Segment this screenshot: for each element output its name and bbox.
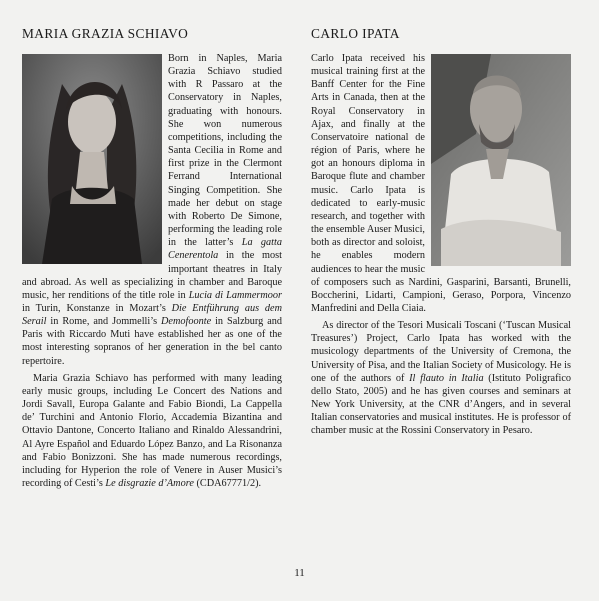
heading-schiavo: MARIA GRAZIA SCHIAVO — [22, 26, 189, 41]
text-run: in Salzburg and Paris with Riccardo Muti have established her as one of the most interesting sopranos of her generation in the bel canto repertoire. — [22, 316, 282, 367]
text-run: in Turin, Konstanze in Mozart’s — [22, 302, 172, 314]
text-run: in Rome, and Jommelli’s — [46, 316, 162, 328]
bio-ipata-paragraph-2 — [311, 319, 571, 437]
italic-title: Demofoonte — [161, 316, 212, 328]
portrait-schiavo — [22, 54, 162, 264]
italic-title: Lucia di Lammermoor — [188, 289, 282, 301]
text-run: (Istituto Poligrafico dello Stato, 2005) and he has given courses and seminars at New York University, at the CNR d’Angers, and in several Italian conservatories and musical institutes. He is professor of chamber music at the Rossini Conservatory in Pesaro. — [311, 372, 572, 437]
bio-text-schiavo — [22, 52, 282, 490]
heading-ipata: CARLO IPATA — [311, 26, 400, 41]
bio-text-ipata — [311, 52, 571, 438]
bio-schiavo-paragraph-2 — [22, 372, 282, 490]
italic-title: Il flauto in Italia — [409, 372, 484, 384]
page-number: 11 — [294, 567, 305, 579]
text-run: Maria Grazia Schiavo has performed with many leading early music groups, including Le Concert des Nations and Jordi Savall, Europa Galante and Fabio Biondi, La Cappella de’ Turchini and Antonio Florio, Accademia Bizantina and Ottavio Dantone, Concerto Italiano and Rinaldo Alessandrini, Al Ayre Español and Eduardo López Banzo, and La Risonanza and Fabio Bonizzoni. She has made numerous recordings, including for Hyperion the role of Venere in Auser Musici’s recording of Cesti’s — [22, 372, 282, 489]
biography-carlo-ipata — [311, 24, 571, 438]
italic-title: Die Entführung aus dem Serail — [22, 302, 282, 328]
text-run: Carlo Ipata received his musical training first at the Banff Center for the Fine Arts in Canada, then at the Royal Conservatory in Ajax, and finally at the Conservatoire national de région of Paris, where he got an honours diploma in Baroque flute and chamber music. Carlo Ipata is dedicated to early-music research, and together with the ensemble Auser Musici, both as director and soloist, he enables modern audiences to hear the music of composers such as Nardini, Gasparini, Barsanti, Brunelli, Boccherini, Lidarti, Campioni, Geraso, Porpora, Vincenzo Manfredini and Della Ciaia. — [311, 53, 571, 314]
portrait-ipata — [431, 54, 571, 266]
biography-maria-grazia-schiavo — [22, 24, 282, 490]
italic-title: Le disgrazie d’Amore — [105, 478, 194, 489]
text-run: As director of the Tesori Musicali Toscani (‘Tuscan Musical Treasures’) Project, Carlo Ipata has worked with the musicology departments of the University of Cremona, the University of Pisa, and the Italian Society of Musicology. He is one of the authors of — [311, 320, 571, 384]
italic-title: La gatta Cenerentola — [168, 237, 282, 262]
text-run: (CDA67771/2). — [193, 478, 262, 489]
text-run: in the most important theatres in Italy and abroad. As well as specializing in chamber and Baroque music, her renditions of the title role in — [22, 250, 282, 301]
text-run: Born in Naples, Maria Grazia Schiavo studied with R Passaro at the Conservatory in Naples, graduating with honours. She won numerous competitions, including the Santa Cecilia in Rome and first prize in the Clermont Ferrand International Singing Competition. She made her debut on stage with Roberto De Simone, performing the leading role in the latter’s — [168, 53, 282, 249]
